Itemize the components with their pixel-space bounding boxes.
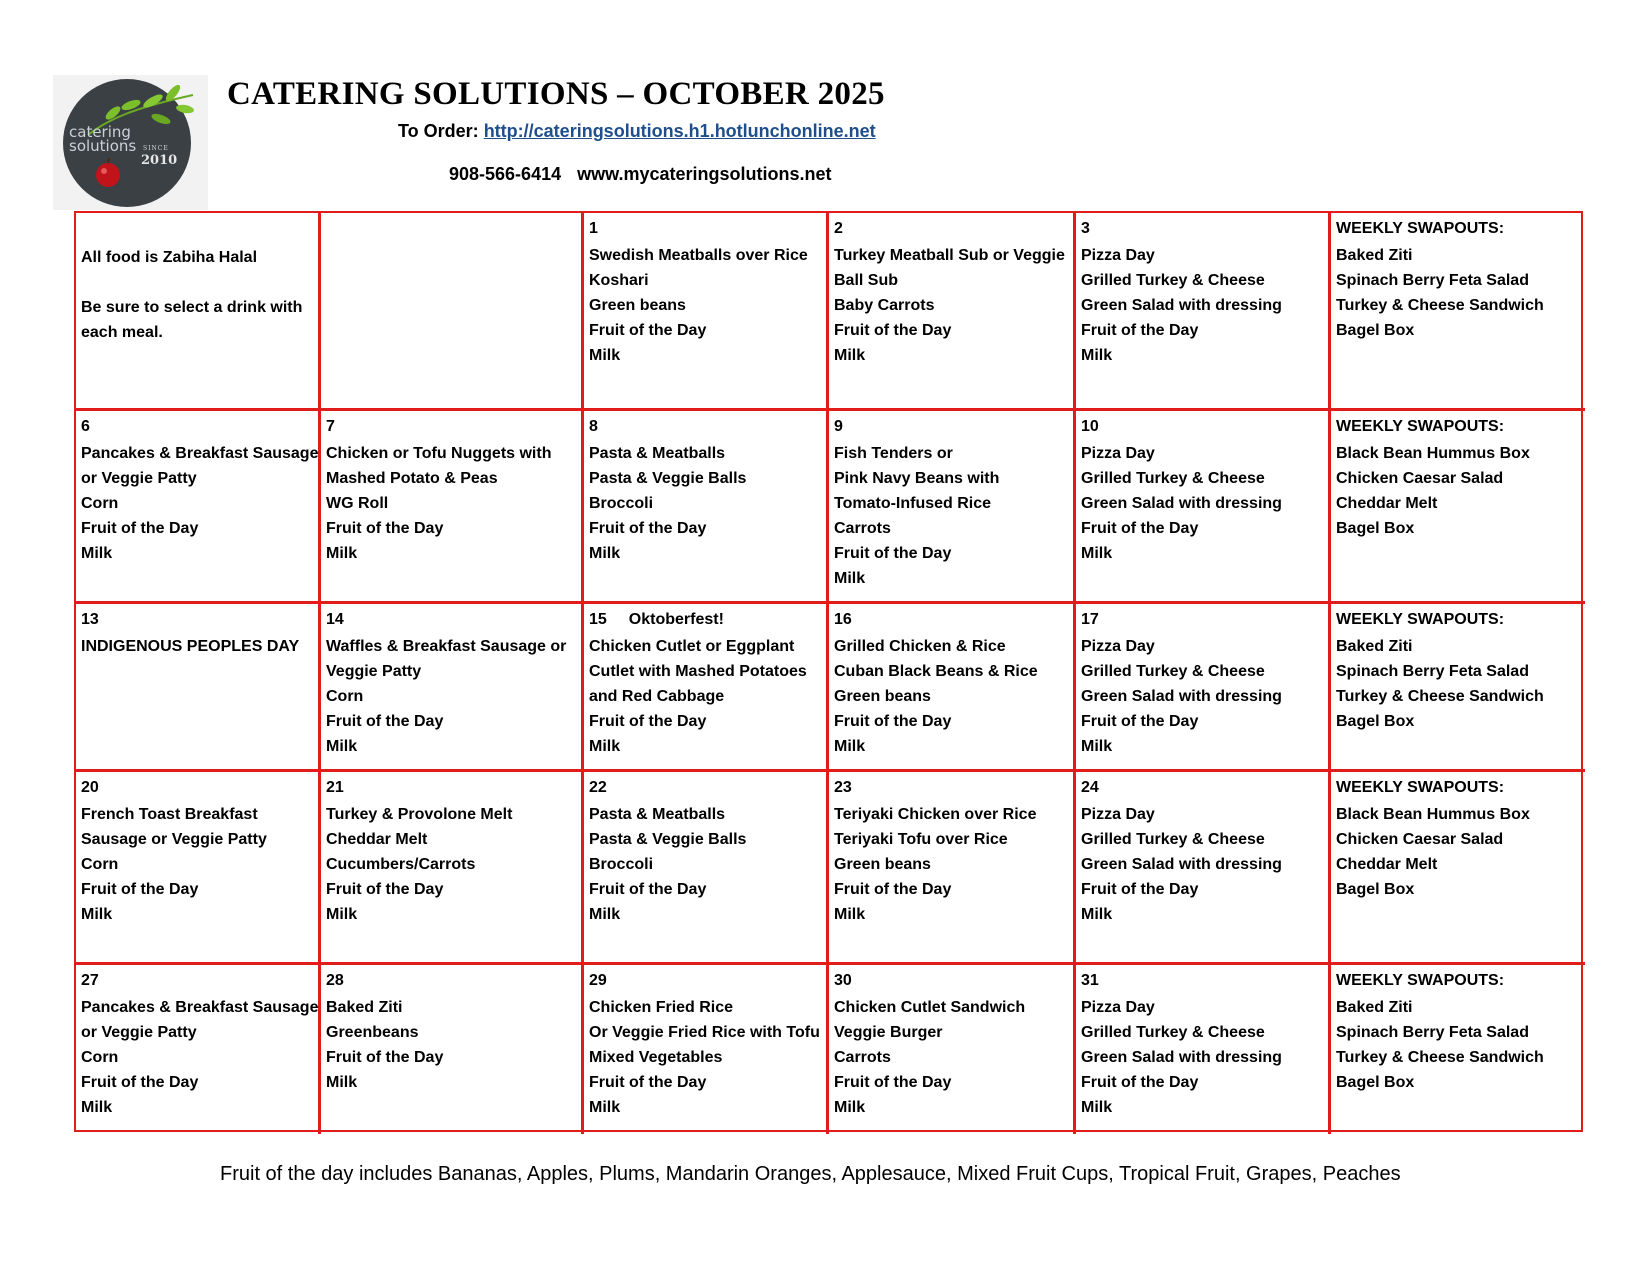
menu-item: Fruit of the Day [81, 520, 199, 537]
menu-item-list [589, 441, 822, 566]
day-cell [76, 772, 321, 965]
menu-item-list [81, 441, 319, 566]
swapout-item-list [1336, 802, 1581, 902]
menu-item: Fruit of the Day [1081, 322, 1199, 339]
weekly-swapouts-cell [1331, 604, 1585, 772]
menu-item: Fruit of the Day [834, 713, 952, 730]
weekly-swapouts-title: WEEKLY SWAPOUTS: [1336, 972, 1505, 989]
swapout-item: Cheddar Melt [1336, 856, 1438, 873]
catering-solutions-logo [53, 75, 208, 210]
menu-item: Fruit of the Day [1081, 881, 1199, 898]
swapout-item: Bagel Box [1336, 713, 1415, 730]
menu-item: Cuban Black Beans & Rice [834, 663, 1038, 680]
menu-item: Fruit of the Day [589, 520, 707, 537]
menu-item: Baby Carrots [834, 297, 935, 314]
menu-item: Fruit of the Day [834, 322, 952, 339]
day-cell [76, 965, 321, 1134]
menu-item: Milk [589, 738, 621, 755]
menu-item: or Veggie Patty [81, 1024, 197, 1041]
menu-item: Grilled Turkey & Cheese [1081, 831, 1265, 848]
day-cell [829, 965, 1076, 1134]
day-date: 7 [326, 418, 335, 435]
menu-item: Chicken or Tofu Nuggets with [326, 445, 552, 462]
menu-item: Milk [1081, 347, 1113, 364]
day-cell [829, 604, 1076, 772]
day-number [326, 610, 577, 630]
menu-item: Broccoli [589, 856, 654, 873]
menu-item-list [834, 802, 1069, 927]
menu-item: Pizza Day [1081, 247, 1155, 264]
day-number [326, 971, 577, 991]
day-number [589, 778, 822, 798]
day-date: 21 [326, 779, 344, 796]
day-number [81, 610, 314, 630]
day-cell [321, 965, 584, 1134]
menu-item: Milk [1081, 738, 1113, 755]
menu-item: Or Veggie Fried Rice with Tofu [589, 1024, 820, 1041]
day-cell [76, 411, 321, 604]
website-address: www.mycateringsolutions.net [577, 164, 832, 184]
menu-calendar-grid [74, 211, 1583, 1132]
day-cell [584, 772, 829, 965]
day-date: 6 [81, 418, 90, 435]
menu-item: Fruit of the Day [1081, 713, 1199, 730]
day-date: 20 [81, 779, 99, 796]
menu-item: Fruit of the Day [589, 322, 707, 339]
day-cell [584, 411, 829, 604]
day-number [589, 610, 822, 630]
day-date: 31 [1081, 972, 1099, 989]
menu-item: Turkey & Provolone Melt [326, 806, 513, 823]
swapout-item: Bagel Box [1336, 881, 1415, 898]
menu-item: Milk [81, 906, 113, 923]
menu-item-list [326, 634, 577, 759]
swapout-item: Bagel Box [1336, 520, 1415, 537]
swapout-item: Spinach Berry Feta Salad [1336, 272, 1529, 289]
day-number [589, 417, 822, 437]
menu-item: Swedish Meatballs over Rice [589, 247, 808, 264]
day-cell [1076, 604, 1331, 772]
menu-item: Corn [326, 688, 364, 705]
menu-item: Fruit of the Day [589, 881, 707, 898]
menu-item: Cutlet with Mashed Potatoes [589, 663, 807, 680]
swapout-item: Baked Ziti [1336, 999, 1413, 1016]
day-number [1081, 610, 1324, 630]
menu-item-list [589, 243, 822, 368]
menu-item: Pizza Day [1081, 806, 1155, 823]
day-date: 10 [1081, 418, 1099, 435]
menu-item: Milk [326, 545, 358, 562]
menu-item: Pasta & Veggie Balls [589, 831, 747, 848]
menu-item-list [81, 634, 314, 659]
day-number [589, 219, 822, 239]
day-cell [584, 604, 829, 772]
day-cell [829, 213, 1076, 411]
menu-item-list [589, 802, 822, 927]
day-cell [1076, 772, 1331, 965]
menu-item: Fruit of the Day [589, 1074, 707, 1091]
menu-item-list [1081, 802, 1324, 927]
day-cell [321, 604, 584, 772]
menu-item: WG Roll [326, 495, 389, 512]
day-number [589, 971, 822, 991]
menu-item: Fruit of the Day [326, 1049, 444, 1066]
day-number [834, 610, 1069, 630]
day-number [326, 417, 577, 437]
day-number [326, 778, 577, 798]
day-number [834, 971, 1069, 991]
menu-item: Cucumbers/Carrots [326, 856, 476, 873]
day-date: 15 [589, 611, 607, 628]
day-date: 16 [834, 611, 852, 628]
logo-wordmark-line: catering [69, 123, 131, 141]
menu-item: Milk [834, 906, 866, 923]
menu-item-list [1081, 995, 1324, 1120]
day-number [1081, 219, 1324, 239]
menu-item: and Red Cabbage [589, 688, 725, 705]
menu-item: Teriyaki Tofu over Rice [834, 831, 1008, 848]
menu-item-list [81, 802, 314, 927]
menu-item: Fruit of the Day [1081, 520, 1199, 537]
menu-item: Green Salad with dressing [1081, 856, 1282, 873]
swapout-item: Black Bean Hummus Box [1336, 445, 1530, 462]
swapout-item-list [1336, 243, 1581, 343]
menu-item: Teriyaki Chicken over Rice [834, 806, 1037, 823]
day-cell [584, 213, 829, 411]
menu-item: Milk [834, 570, 866, 587]
menu-item: Chicken Fried Rice [589, 999, 734, 1016]
menu-item: Milk [326, 1074, 358, 1091]
menu-item-list [589, 634, 822, 759]
menu-item: Milk [326, 738, 358, 755]
menu-item: Mixed Vegetables [589, 1049, 723, 1066]
day-cell [1076, 411, 1331, 604]
day-cell [321, 411, 584, 604]
menu-item: Pizza Day [1081, 638, 1155, 655]
swapout-item: Spinach Berry Feta Salad [1336, 663, 1529, 680]
menu-item-list [326, 441, 577, 566]
menu-item: Grilled Chicken & Rice [834, 638, 1006, 655]
menu-item: Pizza Day [1081, 445, 1155, 462]
day-date: 23 [834, 779, 852, 796]
day-number [834, 417, 1069, 437]
weekly-swapouts-cell [1331, 772, 1585, 965]
fruit-of-the-day-note: Fruit of the day includes Bananas, Apples, Plums, Mandarin Oranges, Applesauce, Mixed Fruit Cups, Tropical Fruit, Grapes, Peaches [220, 1163, 1401, 1185]
day-cell [829, 411, 1076, 604]
menu-item: Fruit of the Day [81, 881, 199, 898]
logo-wordmark-line: solutions [69, 137, 137, 155]
menu-item: Pasta & Meatballs [589, 445, 726, 462]
swapout-item: Turkey & Cheese Sandwich [1336, 297, 1544, 314]
menu-item-list [834, 441, 1069, 591]
menu-item: Pancakes & Breakfast Sausage [81, 445, 319, 462]
swapout-item-list [1336, 634, 1581, 734]
menu-item: Pink Navy Beans with [834, 470, 1000, 487]
swapout-item: Bagel Box [1336, 1074, 1415, 1091]
day-number [81, 778, 314, 798]
menu-item: Koshari [589, 272, 649, 289]
menu-item-list [326, 995, 577, 1095]
menu-item: Pasta & Meatballs [589, 806, 726, 823]
day-date: 28 [326, 972, 344, 989]
day-cell [1076, 965, 1331, 1134]
notes-cell [76, 213, 321, 411]
menu-item: Fruit of the Day [81, 1074, 199, 1091]
day-date: 30 [834, 972, 852, 989]
swapout-item-list [1336, 995, 1581, 1095]
order-link[interactable]: http://cateringsolutions.h1.hotlunchonline.net [483, 121, 876, 141]
day-date: 3 [1081, 220, 1090, 237]
day-date: 8 [589, 418, 598, 435]
menu-item: Waffles & Breakfast Sausage or [326, 638, 567, 655]
menu-item: Greenbeans [326, 1024, 419, 1041]
day-date: 17 [1081, 611, 1099, 628]
menu-item: Fruit of the Day [326, 881, 444, 898]
menu-item: Green beans [834, 688, 931, 705]
order-label: To Order: [398, 121, 479, 141]
day-date: 22 [589, 779, 607, 796]
menu-item: Milk [589, 545, 621, 562]
phone-number: 908-566-6414 [449, 164, 562, 184]
menu-item: Fruit of the Day [326, 713, 444, 730]
menu-item: Fruit of the Day [834, 881, 952, 898]
day-date: 27 [81, 972, 99, 989]
day-cell [584, 965, 829, 1134]
swapout-item: Chicken Caesar Salad [1336, 831, 1504, 848]
menu-item: Chicken Cutlet or Eggplant [589, 638, 795, 655]
menu-item: Broccoli [589, 495, 654, 512]
weekly-swapouts-cell [1331, 965, 1585, 1134]
menu-item: Carrots [834, 1049, 891, 1066]
menu-item-list [1081, 243, 1324, 368]
day-date: 14 [326, 611, 344, 628]
menu-item: Milk [1081, 545, 1113, 562]
menu-item: Green beans [589, 297, 686, 314]
swapout-item: Turkey & Cheese Sandwich [1336, 688, 1544, 705]
apple-icon [93, 157, 123, 189]
swapout-item: Cheddar Melt [1336, 495, 1438, 512]
menu-item: Fruit of the Day [834, 545, 952, 562]
menu-item: Grilled Turkey & Cheese [1081, 1024, 1265, 1041]
menu-item: Carrots [834, 520, 891, 537]
menu-item: Ball Sub [834, 272, 899, 289]
menu-item: Cheddar Melt [326, 831, 428, 848]
menu-item: Milk [1081, 1099, 1113, 1116]
logo-since: SINCE [143, 145, 169, 152]
menu-item: or Veggie Patty [81, 470, 197, 487]
menu-item: Tomato-Infused Rice [834, 495, 992, 512]
day-date: 13 [81, 611, 99, 628]
weekly-swapouts-title: WEEKLY SWAPOUTS: [1336, 418, 1505, 435]
day-event-label: Oktoberfest! [628, 611, 724, 628]
swapout-item: Baked Ziti [1336, 247, 1413, 264]
menu-item-list [834, 995, 1069, 1120]
day-cell [1076, 213, 1331, 411]
day-number [81, 417, 314, 437]
swapout-item: Turkey & Cheese Sandwich [1336, 1049, 1544, 1066]
menu-item: Fish Tenders or [834, 445, 953, 462]
day-number [81, 971, 314, 991]
menu-item: Milk [589, 906, 621, 923]
menu-item: Fruit of the Day [834, 1074, 952, 1091]
note-text: All food is Zabiha Halal [81, 249, 258, 266]
menu-item: Veggie Patty [326, 663, 422, 680]
menu-item: Fruit of the Day [1081, 1074, 1199, 1091]
weekly-swapouts-title: WEEKLY SWAPOUTS: [1336, 779, 1505, 796]
menu-item: Grilled Turkey & Cheese [1081, 663, 1265, 680]
menu-item: Milk [589, 347, 621, 364]
menu-item: Grilled Turkey & Cheese [1081, 470, 1265, 487]
day-date: 24 [1081, 779, 1099, 796]
weekly-swapouts-cell [1331, 213, 1585, 411]
menu-item-list [589, 995, 822, 1120]
menu-item: Green Salad with dressing [1081, 297, 1282, 314]
menu-item-list [326, 802, 577, 927]
menu-item: INDIGENOUS PEOPLES DAY [81, 638, 300, 655]
day-number [834, 778, 1069, 798]
menu-item-list [834, 634, 1069, 759]
menu-item: French Toast Breakfast [81, 806, 258, 823]
menu-item: Grilled Turkey & Cheese [1081, 272, 1265, 289]
menu-item: Green Salad with dressing [1081, 1049, 1282, 1066]
day-cell [321, 772, 584, 965]
swapout-item: Chicken Caesar Salad [1336, 470, 1504, 487]
day-date: 2 [834, 220, 843, 237]
menu-item: Milk [834, 347, 866, 364]
menu-item: Baked Ziti [326, 999, 403, 1016]
menu-item: Green Salad with dressing [1081, 495, 1282, 512]
menu-item-list [1081, 634, 1324, 759]
day-number [1081, 417, 1324, 437]
menu-item: Fruit of the Day [326, 520, 444, 537]
contact-line [449, 164, 831, 185]
day-date: 1 [589, 220, 598, 237]
day-cell [76, 604, 321, 772]
menu-item: Pasta & Veggie Balls [589, 470, 747, 487]
menu-item: Green Salad with dressing [1081, 688, 1282, 705]
menu-item: Sausage or Veggie Patty [81, 831, 267, 848]
menu-item-list [1081, 441, 1324, 566]
day-number [1081, 971, 1324, 991]
menu-item: Milk [81, 545, 113, 562]
weekly-swapouts-cell [1331, 411, 1585, 604]
menu-item: Corn [81, 856, 119, 873]
page-title: CATERING SOLUTIONS – OCTOBER 2025 [227, 76, 885, 112]
swapout-item: Spinach Berry Feta Salad [1336, 1024, 1529, 1041]
day-number [834, 219, 1069, 239]
menu-item-list [834, 243, 1069, 368]
menu-item: Veggie Burger [834, 1024, 943, 1041]
day-cell [321, 213, 584, 411]
order-line [398, 121, 876, 142]
menu-item: Corn [81, 495, 119, 512]
menu-item: Fruit of the Day [589, 713, 707, 730]
weekly-swapouts-title: WEEKLY SWAPOUTS: [1336, 220, 1505, 237]
menu-item: Milk [589, 1099, 621, 1116]
swapout-item: Baked Ziti [1336, 638, 1413, 655]
menu-item: Mashed Potato & Peas [326, 470, 498, 487]
menu-item: Milk [834, 1099, 866, 1116]
menu-item: Green beans [834, 856, 931, 873]
menu-item: Milk [1081, 906, 1113, 923]
swapout-item: Black Bean Hummus Box [1336, 806, 1530, 823]
menu-item: Milk [326, 906, 358, 923]
day-cell [829, 772, 1076, 965]
day-date: 29 [589, 972, 607, 989]
menu-item-list [81, 995, 319, 1120]
swapout-item: Bagel Box [1336, 322, 1415, 339]
menu-item: Turkey Meatball Sub or Veggie [834, 247, 1065, 264]
logo-year: 2010 [141, 153, 178, 168]
menu-item: Pizza Day [1081, 999, 1155, 1016]
menu-item: Milk [834, 738, 866, 755]
menu-item: Milk [81, 1099, 113, 1116]
menu-item: Pancakes & Breakfast Sausage [81, 999, 319, 1016]
logo-wordmark [69, 125, 136, 153]
menu-item: Corn [81, 1049, 119, 1066]
note-text: Be sure to select a drink with each meal. [81, 299, 303, 341]
menu-item: Chicken Cutlet Sandwich [834, 999, 1026, 1016]
swapout-item-list [1336, 441, 1581, 541]
day-date: 9 [834, 418, 843, 435]
day-number [1081, 778, 1324, 798]
weekly-swapouts-title: WEEKLY SWAPOUTS: [1336, 611, 1505, 628]
day-number [326, 219, 577, 239]
